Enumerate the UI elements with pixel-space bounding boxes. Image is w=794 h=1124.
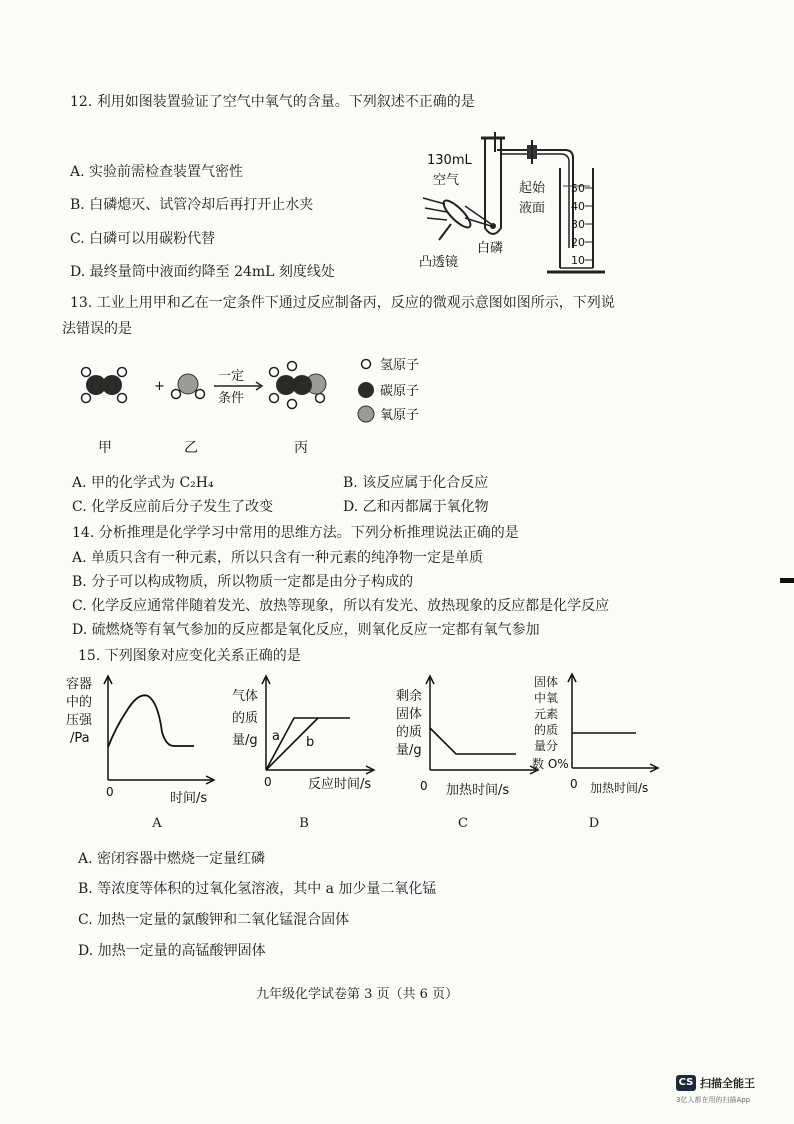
svg-text:中的: 中的	[66, 695, 93, 710]
scanner-name: 扫描全能王	[700, 1077, 755, 1090]
svg-text:加热时间/s: 加热时间/s	[446, 783, 510, 798]
cylinder-scale-50: 50	[571, 182, 585, 195]
graph-a	[66, 672, 216, 812]
svg-text:的质: 的质	[396, 725, 423, 740]
svg-text:元素: 元素	[534, 707, 559, 721]
graph-b-letter: B	[299, 816, 309, 831]
start-level-label-2: 液面	[519, 201, 546, 216]
svg-text:/Pa: /Pa	[70, 731, 90, 746]
caption-yi: 乙	[184, 440, 198, 456]
legend-hydrogen-icon	[362, 360, 371, 369]
condition-bottom: 条件	[218, 391, 245, 406]
scanner-tagline: 3亿人都在用的扫描App	[676, 1096, 751, 1104]
air-label: 空气	[433, 173, 460, 188]
edge-mark	[780, 578, 794, 583]
q12-option-a: A. 实验前需检查装置气密性	[70, 164, 244, 180]
graph-c	[394, 672, 540, 812]
q12-option-d: D. 最终量筒中液面约降至 24mL 刻度线处	[70, 264, 335, 280]
legend-carbon-icon	[358, 382, 374, 398]
svg-text:的质: 的质	[232, 711, 259, 726]
svg-text:0: 0	[420, 779, 428, 793]
svg-text:固体: 固体	[534, 675, 559, 689]
svg-text:量/g: 量/g	[396, 743, 422, 758]
q13-stem-line2: 法错误的是	[62, 321, 132, 337]
graph-b-label-a: a	[272, 729, 280, 744]
svg-text:固体: 固体	[396, 707, 423, 722]
svg-text:量/g: 量/g	[232, 733, 258, 748]
white-phosphorus	[490, 223, 496, 229]
q15-stem: 15. 下列图象对应变化关系正确的是	[78, 648, 301, 664]
cylinder-scale-30: 30	[571, 218, 585, 231]
svg-text:0: 0	[570, 777, 578, 791]
page-footer: 九年级化学试卷第 3 页（共 6 页）	[256, 987, 459, 1002]
q15-option-d: D. 加热一定量的高锰酸钾固体	[78, 943, 266, 959]
svg-text:加热时间/s: 加热时间/s	[590, 781, 649, 795]
q13-option-d: D. 乙和丙都属于氧化物	[343, 499, 489, 515]
legend-oxygen: 氧原子	[380, 408, 420, 423]
start-level-label-1: 起始	[519, 181, 546, 196]
svg-text:压强: 压强	[66, 713, 93, 728]
graph-d	[532, 672, 662, 812]
q15-option-a: A. 密闭容器中燃烧一定量红磷	[78, 851, 266, 867]
graph-b	[226, 672, 376, 812]
molecule-jia	[82, 368, 127, 403]
graph-b-label-b: b	[306, 735, 315, 750]
graph-d-letter: D	[588, 816, 600, 831]
caption-bing: 丙	[294, 440, 308, 456]
svg-text:中氧: 中氧	[534, 691, 559, 705]
q14-option-d: D. 硫燃烧等有氧气参加的反应都是氧化反应，则氧化反应一定都有氧气参加	[72, 622, 540, 638]
graph-a-curve	[108, 695, 194, 747]
q13-molecule-figure	[60, 350, 460, 460]
test-tube	[485, 138, 501, 234]
condition-top: 一定	[218, 369, 245, 384]
svg-text:时间/s: 时间/s	[170, 791, 208, 806]
volume-label: 130mL	[427, 153, 472, 168]
q14-option-c: C. 化学反应通常伴随着发光、放热等现象，所以有发光、放热现象的反应都是化学反应	[72, 598, 610, 614]
graph-c-letter: C	[458, 816, 468, 831]
graph-c-curve	[430, 728, 516, 754]
q14-stem: 14. 分析推理是化学学习中常用的思维方法。下列分析推理说法正确的是	[72, 525, 519, 541]
q13-option-c: C. 化学反应前后分子发生了改变	[72, 499, 274, 515]
legend-oxygen-icon	[358, 406, 374, 422]
cylinder-scale-20: 20	[571, 236, 585, 249]
svg-text:剩余: 剩余	[396, 689, 423, 704]
q15-option-c: C. 加热一定量的氯酸钾和二氧化锰混合固体	[78, 912, 350, 928]
svg-text:0: 0	[106, 785, 114, 799]
molecule-yi	[172, 374, 205, 399]
q13-option-b: B. 该反应属于化合反应	[343, 475, 489, 491]
plus-sign: +	[154, 379, 165, 394]
cylinder-scale-10: 10	[571, 254, 585, 267]
q15-option-b: B. 等浓度等体积的过氧化氢溶液，其中 a 加少量二氧化锰	[78, 881, 437, 897]
svg-text:气体: 气体	[232, 689, 259, 704]
scanner-logo-icon: CS	[676, 1075, 696, 1091]
convex-lens	[440, 197, 474, 231]
q13-option-a: A. 甲的化学式为 C₂H₄	[72, 475, 214, 491]
molecule-bing	[270, 362, 327, 409]
lens-label: 凸透镜	[419, 255, 459, 270]
q12-stem: 12. 利用如图装置验证了空气中氧气的含量。下列叙述不正确的是	[70, 94, 475, 110]
q13-stem-line1: 13. 工业上用甲和乙在一定条件下通过反应制备丙，反应的微观示意图如图所示，下列说	[70, 295, 615, 311]
svg-text:量分: 量分	[534, 739, 559, 753]
q14-option-b: B. 分子可以构成物质，所以物质一定都是由分子构成的	[72, 574, 414, 590]
phosphorus-label: 白磷	[477, 241, 504, 256]
q12-apparatus-figure	[415, 128, 605, 278]
q14-option-a: A. 单质只含有一种元素，所以只含有一种元素的纯净物一定是单质	[72, 550, 484, 566]
svg-text:的质: 的质	[534, 723, 559, 737]
svg-text:反应时间/s: 反应时间/s	[308, 777, 372, 792]
q12-option-b: B. 白磷熄灭、试管冷却后再打开止水夹	[70, 197, 314, 213]
svg-text:0: 0	[264, 775, 272, 789]
caption-jia: 甲	[98, 440, 112, 456]
svg-text:容器: 容器	[66, 677, 93, 692]
svg-text:数 O%: 数 O%	[532, 757, 569, 771]
legend-carbon: 碳原子	[380, 384, 420, 399]
graph-a-letter: A	[152, 816, 162, 831]
legend-hydrogen: 氢原子	[380, 358, 420, 373]
cylinder-scale-40: 40	[571, 200, 585, 213]
q12-option-c: C. 白磷可以用碳粉代替	[70, 231, 216, 247]
